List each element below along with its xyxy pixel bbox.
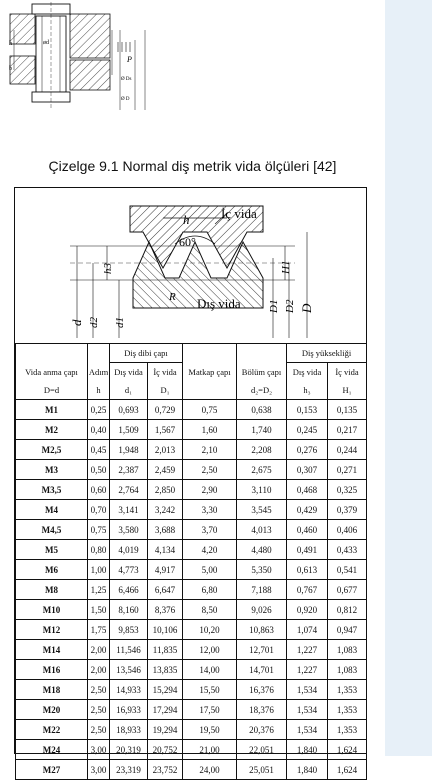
table-cell: 2,10 [183, 440, 237, 460]
thread-size-cell: M20 [16, 700, 88, 720]
thread-size-cell: M14 [16, 640, 88, 660]
table-cell: 5,00 [183, 560, 237, 580]
table-row [16, 500, 367, 520]
outer-thread-label: Dış vida [197, 296, 241, 311]
table-cell: 1,353 [328, 680, 367, 700]
header-row-names [16, 363, 367, 382]
header-cell: Matkap çapı [183, 363, 237, 382]
thread-size-cell: M3 [16, 460, 88, 480]
table-cell: 0,406 [328, 520, 367, 540]
table-cell: 7,188 [237, 580, 287, 600]
table-cell: 3,70 [183, 520, 237, 540]
table-cell: 0,153 [287, 400, 328, 420]
table-cell: 1,75 [88, 620, 110, 640]
table-row [16, 680, 367, 700]
table-cell: 0,244 [328, 440, 367, 460]
dim-ds-label: Ø Ds [121, 77, 132, 82]
table-cell: 19,50 [183, 720, 237, 740]
table-cell: 14,933 [110, 680, 148, 700]
table-cell: 0,135 [328, 400, 367, 420]
table-cell: 6,466 [110, 580, 148, 600]
table-cell: 12,701 [237, 640, 287, 660]
table-cell: 25,051 [237, 760, 287, 780]
table-cell: 0,40 [88, 420, 110, 440]
table-cell: 0,491 [287, 540, 328, 560]
table-cell: 1,567 [148, 420, 183, 440]
table-cell: 23,752 [148, 760, 183, 780]
table-cell: 3,545 [237, 500, 287, 520]
thread-size-cell: M1 [16, 400, 88, 420]
table-cell: 1,840 [287, 760, 328, 780]
table-cell: 2,90 [183, 480, 237, 500]
table-cell: 0,468 [287, 480, 328, 500]
table-cell: 0,50 [88, 460, 110, 480]
table-cell: 2,50 [88, 700, 110, 720]
table-cell: 2,50 [88, 680, 110, 700]
table-cell: 1,50 [88, 600, 110, 620]
table-cell: 3,141 [110, 500, 148, 520]
dim-D1-right: D1 [268, 299, 280, 313]
thread-size-cell: M5 [16, 540, 88, 560]
header-cell: D₁ [148, 381, 183, 400]
table-cell: 1,948 [110, 440, 148, 460]
pitch-label: h [183, 212, 190, 227]
dim-b-label: b [9, 66, 12, 72]
table-cell: 14,701 [237, 660, 287, 680]
dim-d2-left: d2 [88, 317, 100, 328]
table-cell: 2,00 [88, 660, 110, 680]
table-cell: 0,75 [183, 400, 237, 420]
thread-size-cell: M2,5 [16, 440, 88, 460]
table-cell: 2,50 [88, 720, 110, 740]
table-cell: 17,50 [183, 700, 237, 720]
table-row [16, 400, 367, 420]
table-cell: 3,00 [88, 740, 110, 760]
header-cell: D=d [16, 381, 88, 400]
table-cell: 0,379 [328, 500, 367, 520]
side-panel [385, 0, 432, 756]
table-cell: 6,647 [148, 580, 183, 600]
table-cell: 1,227 [287, 660, 328, 680]
thread-size-cell: M8 [16, 580, 88, 600]
table-cell: 17,294 [148, 700, 183, 720]
table-row [16, 660, 367, 680]
table-cell: 1,353 [328, 700, 367, 720]
table-row [16, 620, 367, 640]
table-cell: 2,50 [183, 460, 237, 480]
header-row-symbols [16, 381, 367, 400]
table-cell: 4,019 [110, 540, 148, 560]
table-cell: 4,480 [237, 540, 287, 560]
table-cell: 3,110 [237, 480, 287, 500]
bolt-figure [0, 0, 150, 122]
table-cell: 0,60 [88, 480, 110, 500]
thread-size-cell: M24 [16, 740, 88, 760]
table-cell: 0,729 [148, 400, 183, 420]
table-cell: 4,013 [237, 520, 287, 540]
table-row [16, 540, 367, 560]
table-cell: 0,693 [110, 400, 148, 420]
table-cell: 0,75 [88, 520, 110, 540]
table-cell: 1,353 [328, 720, 367, 740]
header-group-thread-height: Diş yüksekliği [287, 344, 367, 363]
header-cell [183, 381, 237, 400]
table-cell: 12,00 [183, 640, 237, 660]
table-cell: 0,433 [328, 540, 367, 560]
table-row [16, 560, 367, 580]
table-cell: 8,376 [148, 600, 183, 620]
table-cell: 0,276 [287, 440, 328, 460]
table-cell: 0,307 [287, 460, 328, 480]
table-cell: 0,767 [287, 580, 328, 600]
dim-D2-right: D2 [284, 299, 296, 313]
thread-size-cell: M18 [16, 680, 88, 700]
table-cell: 20,752 [148, 740, 183, 760]
table-cell: 1,227 [287, 640, 328, 660]
table-cell: 0,613 [287, 560, 328, 580]
table-cell: 1,083 [328, 640, 367, 660]
header-cell: d₁ [110, 381, 148, 400]
table-cell: 0,812 [328, 600, 367, 620]
table-cell: 3,00 [88, 760, 110, 780]
table-cell: 24,00 [183, 760, 237, 780]
table-cell: 3,242 [148, 500, 183, 520]
table-cell: 22,051 [237, 740, 287, 760]
table-row [16, 740, 367, 760]
header-cell: Adım [88, 363, 110, 382]
table-cell: 1,509 [110, 420, 148, 440]
angle-label: 60° [179, 235, 196, 249]
table-row [16, 720, 367, 740]
table-cell: 1,840 [287, 740, 328, 760]
thread-size-cell: M2 [16, 420, 88, 440]
table-row [16, 420, 367, 440]
table-cell: 8,160 [110, 600, 148, 620]
table-cell: 4,20 [183, 540, 237, 560]
dim-d-left: d [69, 319, 84, 326]
table-cell: 1,60 [183, 420, 237, 440]
dim-d-label: Ø D [121, 97, 130, 102]
thread-size-cell: M10 [16, 600, 88, 620]
table-cell: 13,835 [148, 660, 183, 680]
header-cell: Dış vida [110, 363, 148, 382]
table-cell: 1,534 [287, 720, 328, 740]
dim-d1-left: d1 [114, 317, 126, 328]
table-cell: 15,294 [148, 680, 183, 700]
table-cell: 3,30 [183, 500, 237, 520]
inner-thread-label: İç vida [221, 206, 257, 221]
thread-profile-figure [15, 188, 366, 343]
header-group-root-dia: Diş dibi çapı [110, 344, 183, 363]
table-cell: 4,134 [148, 540, 183, 560]
table-cell: 3,580 [110, 520, 148, 540]
table-cell: 0,429 [287, 500, 328, 520]
table-cell: 0,271 [328, 460, 367, 480]
table-cell: 4,773 [110, 560, 148, 580]
header-cell: İç vida [328, 363, 367, 382]
dim-dd-label: ød [43, 40, 49, 46]
table-cell: 16,376 [237, 680, 287, 700]
table-cell: 0,677 [328, 580, 367, 600]
thread-size-cell: M6 [16, 560, 88, 580]
table-cell: 8,50 [183, 600, 237, 620]
table-cell: 10,863 [237, 620, 287, 640]
table-cell: 2,013 [148, 440, 183, 460]
table-cell: 5,350 [237, 560, 287, 580]
table-cell: 1,25 [88, 580, 110, 600]
table-cell: 13,546 [110, 660, 148, 680]
table-cell: 23,319 [110, 760, 148, 780]
table-cell: 0,25 [88, 400, 110, 420]
table-row [16, 600, 367, 620]
table-cell: 10,106 [148, 620, 183, 640]
table-cell: 0,45 [88, 440, 110, 460]
table-cell: 11,835 [148, 640, 183, 660]
thread-size-cell: M22 [16, 720, 88, 740]
table-cell: 16,933 [110, 700, 148, 720]
table-cell: 3,688 [148, 520, 183, 540]
header-row-group [16, 344, 367, 363]
table-cell: 2,00 [88, 640, 110, 660]
table-row [16, 440, 367, 460]
table-cell: 14,00 [183, 660, 237, 680]
thread-size-cell: M16 [16, 660, 88, 680]
header-cell: d₂=D₂ [237, 381, 287, 400]
table-cell: 9,853 [110, 620, 148, 640]
header-cell: h₃ [287, 381, 328, 400]
table-cell: 18,933 [110, 720, 148, 740]
table-cell: 0,245 [287, 420, 328, 440]
table-cell: 21,00 [183, 740, 237, 760]
dim-h3-left: h3 [102, 263, 114, 274]
table-cell: 20,376 [237, 720, 287, 740]
metric-thread-table [15, 343, 367, 780]
table-cell: 0,920 [287, 600, 328, 620]
table-cell: 0,541 [328, 560, 367, 580]
table-frame [14, 187, 367, 775]
table-cell: 2,675 [237, 460, 287, 480]
table-row [16, 700, 367, 720]
table-cell: 6,80 [183, 580, 237, 600]
table-cell: 0,325 [328, 480, 367, 500]
header-cell: İç vida [148, 363, 183, 382]
table-cell: 0,638 [237, 400, 287, 420]
table-row [16, 640, 367, 660]
header-cell: Vida anma çapı [16, 363, 88, 382]
table-row [16, 480, 367, 500]
table-cell: 0,947 [328, 620, 367, 640]
table-cell: 4,917 [148, 560, 183, 580]
table-cell: 1,00 [88, 560, 110, 580]
table-cell: 1,074 [287, 620, 328, 640]
thread-size-cell: M27 [16, 760, 88, 780]
thread-size-cell: M4 [16, 500, 88, 520]
table-row [16, 760, 367, 780]
table-row [16, 580, 367, 600]
table-cell: 2,459 [148, 460, 183, 480]
thread-size-cell: M12 [16, 620, 88, 640]
table-cell: 15,50 [183, 680, 237, 700]
table-cell: 18,376 [237, 700, 287, 720]
header-cell: Bölüm çapı [237, 363, 287, 382]
header-cell: H₁ [328, 381, 367, 400]
table-cell: 1,534 [287, 700, 328, 720]
header-cell: h [88, 381, 110, 400]
table-cell: 1,534 [287, 680, 328, 700]
table-row [16, 460, 367, 480]
dim-D-right: D [299, 303, 314, 313]
table-cell: 1,624 [328, 740, 367, 760]
table-cell: 2,764 [110, 480, 148, 500]
header-cell [88, 344, 110, 363]
header-cell: Dış vida [287, 363, 328, 382]
thread-size-cell: M3,5 [16, 480, 88, 500]
table-cell: 11,546 [110, 640, 148, 660]
thread-size-cell: M4,5 [16, 520, 88, 540]
table-cell: 0,80 [88, 540, 110, 560]
dim-H1-right: H1 [280, 260, 292, 274]
table-cell: 1,624 [328, 760, 367, 780]
table-row [16, 520, 367, 540]
radius-label: R [169, 291, 176, 303]
table-cell: 0,70 [88, 500, 110, 520]
table-cell: 10,20 [183, 620, 237, 640]
header-cell [183, 344, 237, 363]
table-cell: 2,387 [110, 460, 148, 480]
pressure-label: P [127, 55, 132, 64]
table-cell: 9,026 [237, 600, 287, 620]
table-cell: 0,217 [328, 420, 367, 440]
dim-h-label: h [9, 41, 12, 47]
table-cell: 1,740 [237, 420, 287, 440]
table-cell: 2,208 [237, 440, 287, 460]
table-cell: 1,083 [328, 660, 367, 680]
table-cell: 20,319 [110, 740, 148, 760]
table-cell: 0,460 [287, 520, 328, 540]
table-cell: 19,294 [148, 720, 183, 740]
table-caption: Çizelge 9.1 Normal diş metrik vida ölçüleri [42] [48, 158, 337, 174]
table-cell: 2,850 [148, 480, 183, 500]
header-cell [16, 344, 88, 363]
header-cell [237, 344, 287, 363]
